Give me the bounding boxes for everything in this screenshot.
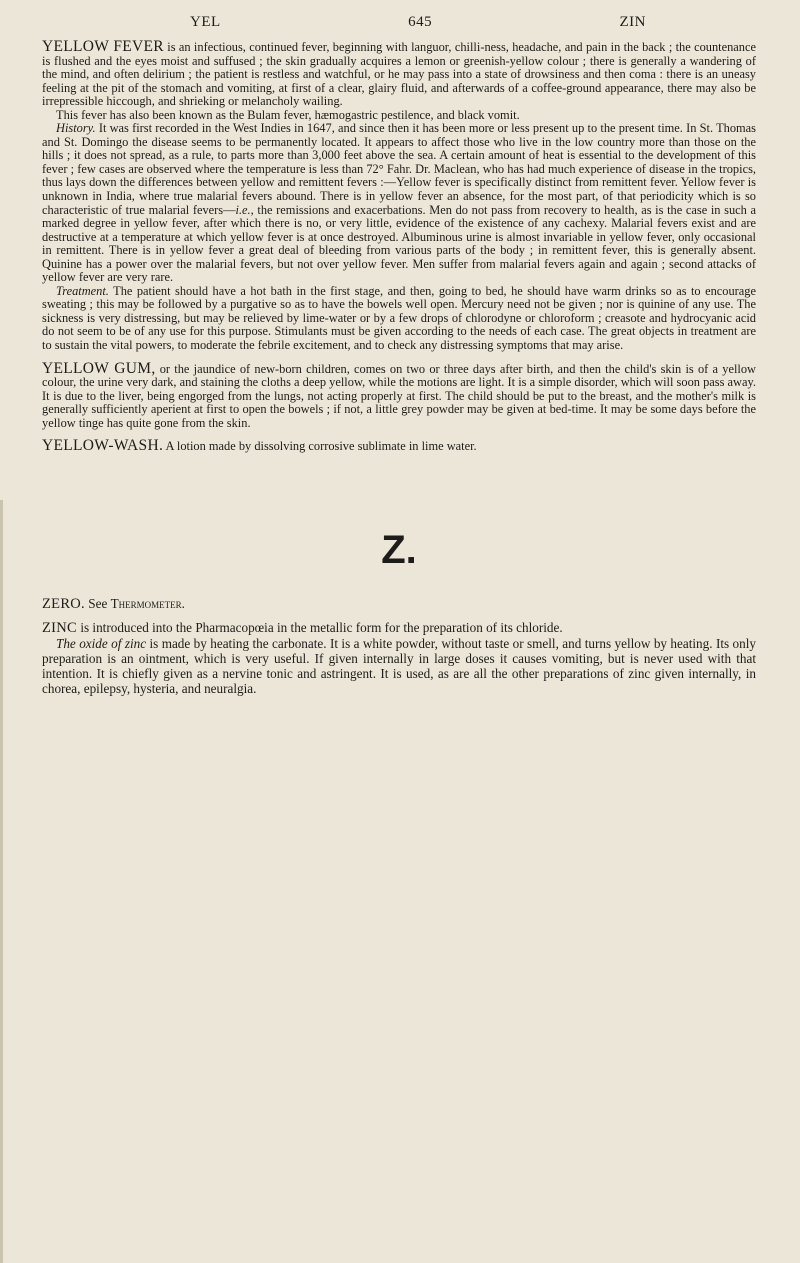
page-number: 645 — [408, 14, 433, 30]
oxide-label: The oxide of zinc — [56, 635, 147, 651]
entry-zero — [42, 596, 756, 612]
zinc-oxide — [42, 636, 756, 696]
running-head — [42, 10, 756, 34]
entry-yellow-fever — [42, 40, 756, 109]
yellow-fever-history — [42, 122, 756, 285]
entry-yellow-gum — [42, 359, 756, 431]
ie-abbrev: i.e. — [235, 202, 251, 217]
running-head-right: ZIN — [619, 14, 646, 30]
running-head-left: YEL — [190, 14, 221, 30]
zero-see: See — [84, 595, 111, 611]
binding-shadow — [0, 500, 3, 1263]
headword-yellow-wash: YELLOW-WASH. — [42, 437, 164, 455]
treatment-label: Treatment. — [56, 283, 109, 298]
headword-yellow-fever: YELLOW FEVER — [42, 38, 164, 55]
section-letter: Z. — [381, 527, 417, 572]
lower-column — [42, 596, 756, 696]
zero-cross-reference: Thermometer. — [110, 595, 185, 611]
oxide-text: is made by heating the carbonate. It is a white powder, without taste or smell, and turns yellow by heating. Its only preparation is an ointment, which is very useful. If given internally in large doses it causes vomiting, but is never used with that intention. It is chiefly given as a nervine tonic and astringent. It is used, as are all the other preparations of zinc given internally, in chorea, epilepsy, hysteria, and neuralgia. — [42, 635, 756, 696]
treatment-text: The patient should have a hot bath in the first stage, and then, going to bed, he should have warm drinks so as to encourage sweating ; this may be followed by a purgative so as to have the bowels well open. Mercury need not be given ; nor is quinine of any use. The sickness is very distressing, but may be relieved by lime-water or by a few drops of chlorodyne or chloroform ; creasote and hydrocyanic acid do not seem to be of any use for this purpose. Stimulants must be given according to the needs of each case. The great objects in treatment are to sustain the vital powers, to moderate the febrile excitement, and to check any distressing symptoms that may arise. — [42, 283, 756, 353]
headword-zinc: ZINC — [42, 619, 78, 636]
zinc-definition: is introduced into the Pharmacopœia in the metallic form for the preparation of its chloride. — [77, 619, 563, 635]
yellow-gum-definition: or the jaundice of new-born children, comes on two or three days after birth, and then the child's skin is of a yellow colour, the urine very dark, and staining the cloths a deep yellow, while the motions are light. It is a simple disorder, which will soon pass away. It is due to the liver, being engorged from the lungs, not acting properly at first. The child should be put to the breast, and the mother's milk is generally sufficiently aperient at first to open the bowels ; if not, a little grey powder may be given at bed-time. It may be some days before the yellow tinge has quite gone from the skin. — [42, 361, 756, 430]
headword-yellow-gum: YELLOW GUM, — [42, 359, 156, 377]
yellow-wash-definition: A lotion made by dissolving corrosive sublimate in lime water. — [163, 439, 477, 454]
yellow-fever-alias: This fever has also been known as the Bulam fever, hæmogastric pestilence, and black vomit. — [56, 107, 520, 122]
upper-column — [42, 40, 756, 454]
headword-zero: ZERO. — [42, 595, 85, 612]
history-text: It was first recorded in the West Indies in 1647, and since then it has been more or less present up to the present time. In St. Thomas and St. Domingo the disease seems to be permanently located. It appears to affect those who live in the low country more than those on the hills ; it does not spread, as a rule, to parts more than 3,000 feet above the sea. A certain amount of heat is essential to the development of this fever ; few cases are observed where the temperature is less than 72° Fahr. Dr. Maclean, who has had much experience of disease in the tropics, thus lays down the differences between yellow and remittent fevers :—Yellow fever is specifically distinct from remittent fever. Yellow fever is unknown in India, where true malarial fevers abound. There is in yellow fever an absence, for the most part, of that periodicity which is so characteristic of true malarial fevers— — [42, 121, 756, 217]
history-text-2: , the remissions and exacerbations. Men do not pass from recovery to health, as is the case in such a marked degree in yellow fever, after which there is no, or very little, evidence of the existence of any cachexy. Malarial fevers exist and are destructive at a temperature at which yellow fever is at once destroyed. Albuminous urine is almost invariable in yellow fever, only occasional in remittent. There is in yellow fever a great deal of bleeding from various parts of the body ; in remittent fever, this is generally absent. Quinine has a power over the malarial fevers, but not over yellow fever. Men suffer from malarial fevers again and again ; second attacks of yellow fever are very rare. — [42, 202, 757, 285]
yellow-fever-definition: is an infectious, continued fever, beginning with languor, chilli-ness, headache, and pain in the back ; the countenance is flushed and the eyes moist and suffused ; the skin gradually acquires a lemon or greenish-yellow colour ; there is generally a wandering of the mind, and often delirium ; the patient is restless and watchful, or he may pass into a state of drowsiness and then coma : there is an uneasy feeling at the pit of the stomach and vomiting, at first of a clear, glairy fluid, and afterwards of a coffee-ground appearance, there may also be irrepressible hiccough, and shrieking or melancholy wailing. — [42, 40, 756, 109]
yellow-fever-treatment — [42, 285, 756, 353]
entry-zinc — [42, 620, 756, 636]
history-label: History. — [56, 121, 96, 136]
entry-yellow-wash — [42, 439, 756, 454]
